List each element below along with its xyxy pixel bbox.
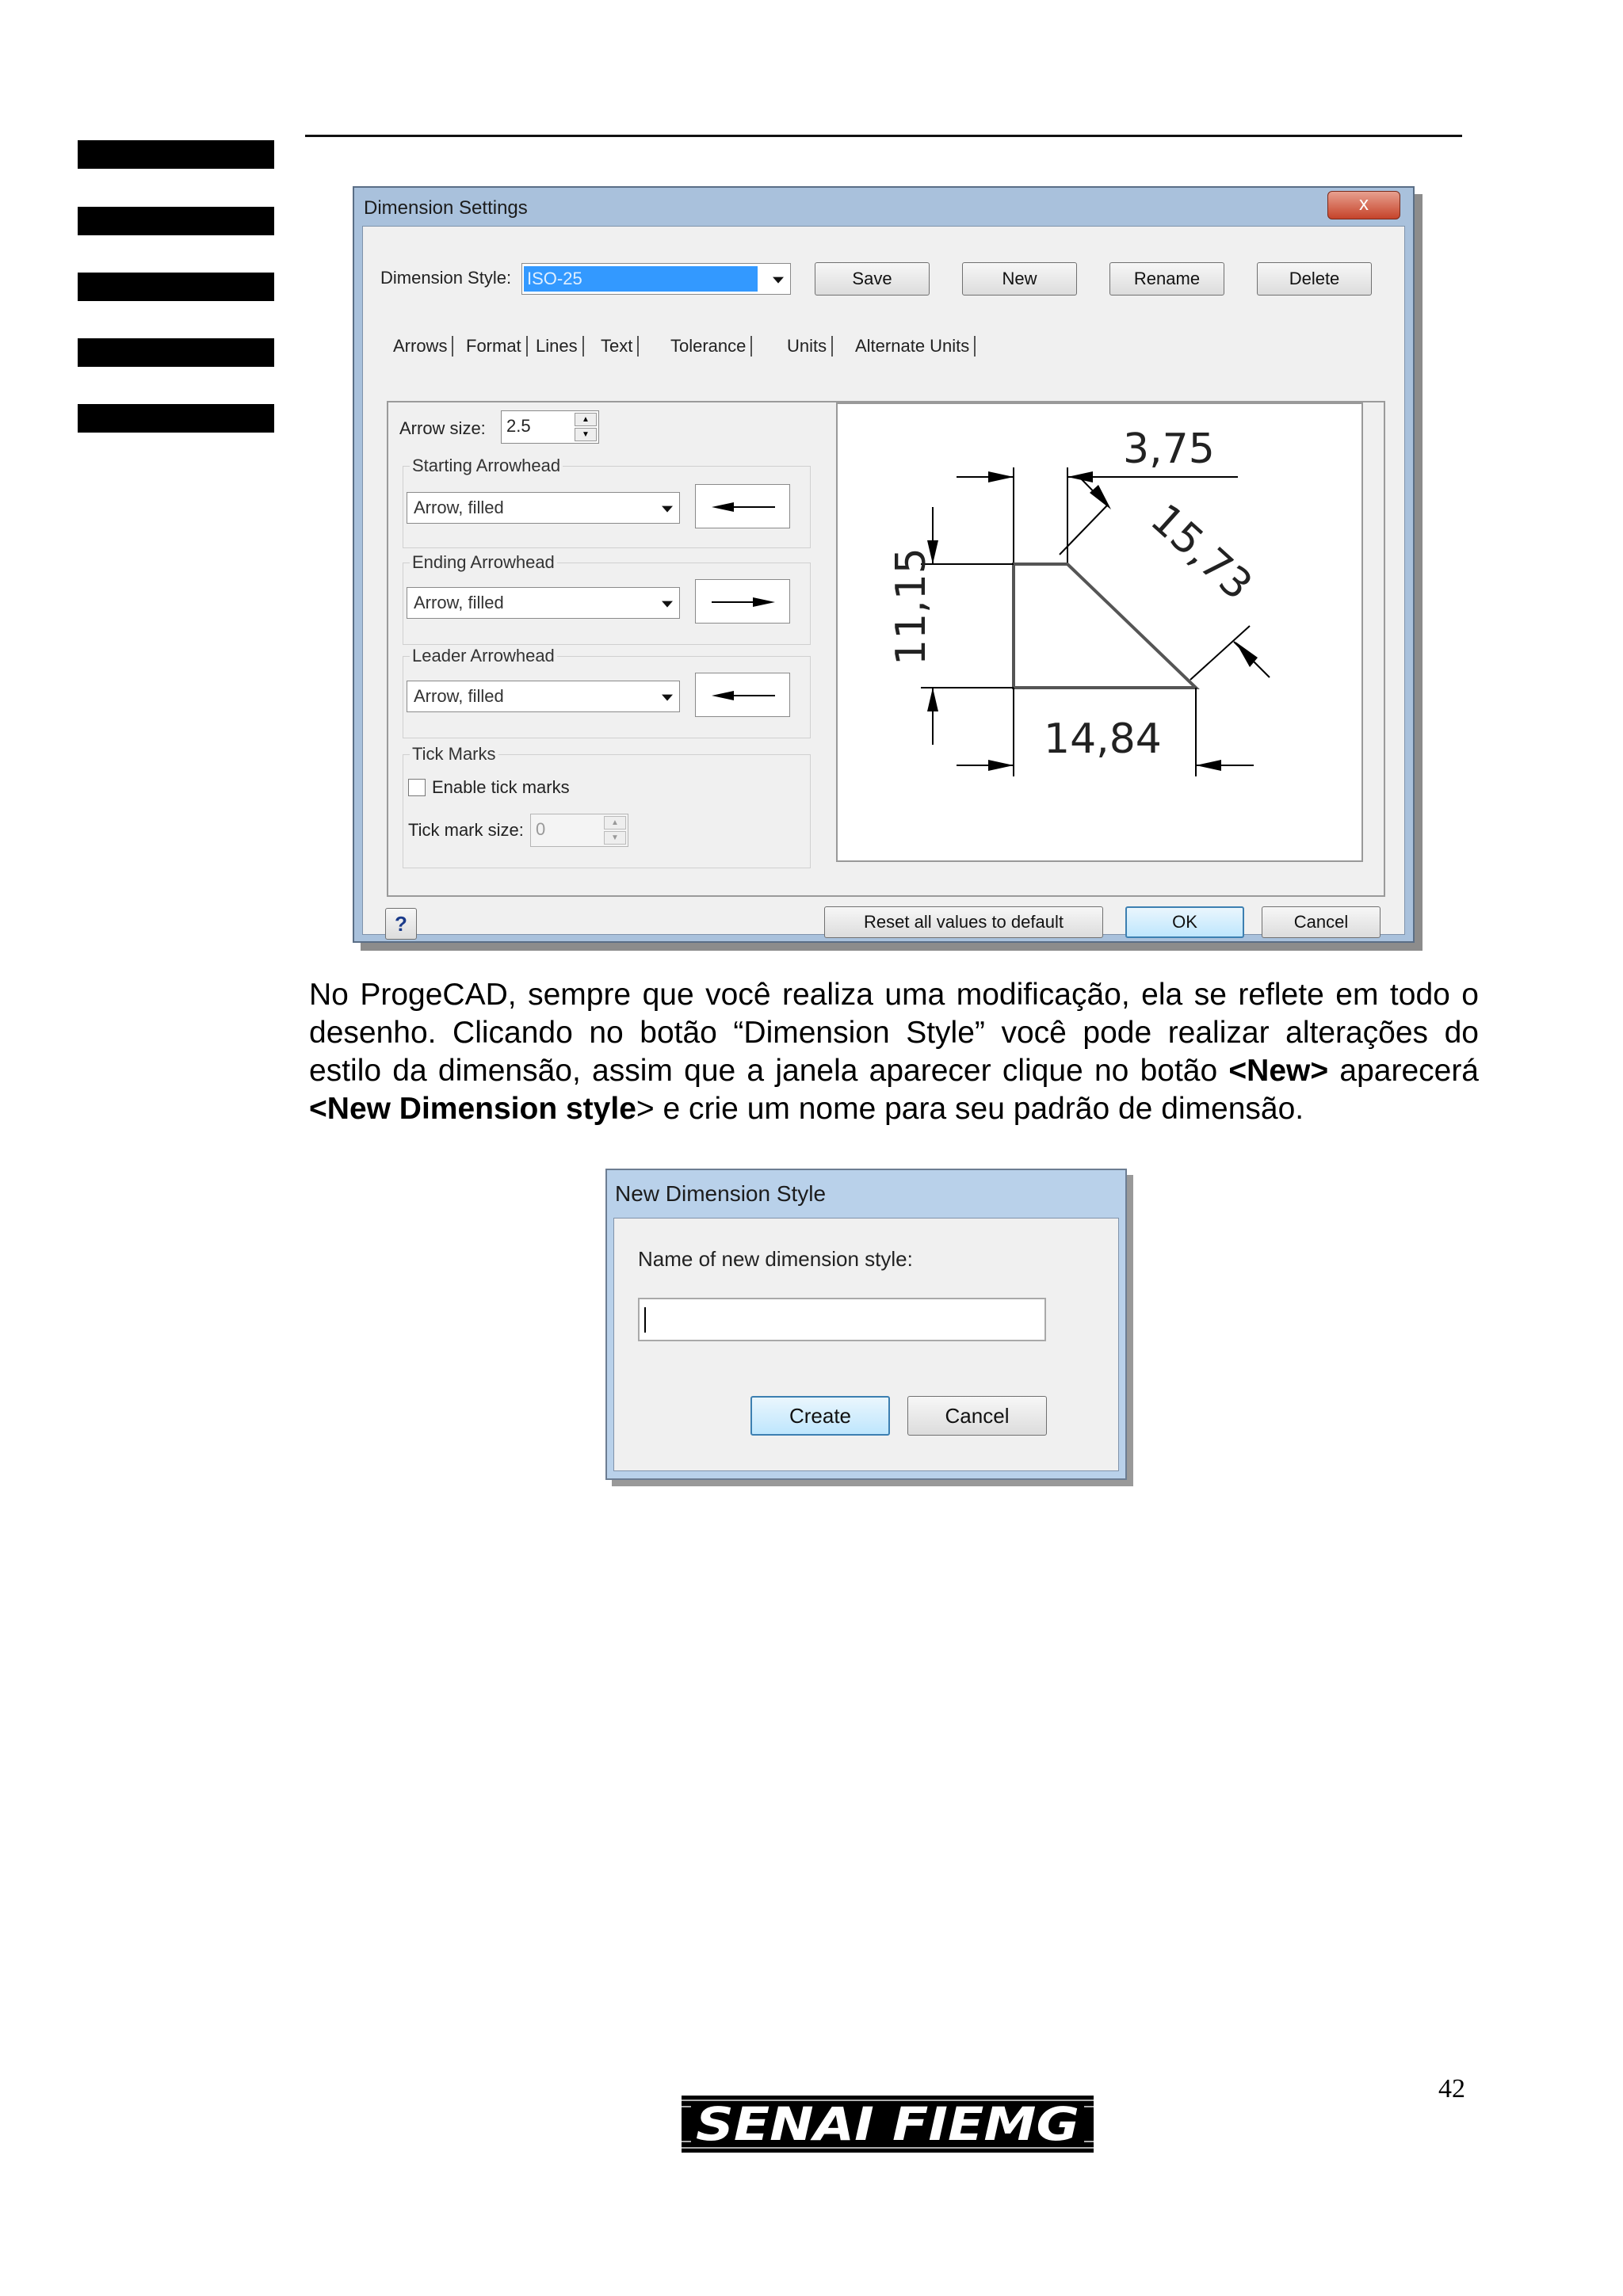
dimension-style-label: Dimension Style:: [380, 268, 512, 288]
dialog-body: [362, 226, 1405, 935]
tick-mark-size-value: 0: [536, 819, 546, 839]
tab-strip: [393, 336, 1186, 364]
tick-mark-size-label: Tick mark size:: [408, 820, 524, 840]
tab-arrows[interactable]: Arrows: [393, 336, 453, 357]
rename-button[interactable]: Rename: [1109, 262, 1224, 296]
spin-down-icon[interactable]: ▼: [575, 428, 597, 441]
name-input[interactable]: [638, 1298, 1046, 1341]
preview-shape: [1014, 564, 1196, 688]
paragraph-text-3: > e crie um nome para seu padrão de dimensão.: [636, 1092, 1304, 1126]
starting-arrowhead-title: Starting Arrowhead: [410, 456, 563, 476]
tab-format[interactable]: Format: [466, 336, 528, 357]
ending-arrowhead-preview: [695, 579, 790, 624]
header-rule: [305, 135, 1462, 137]
leader-arrowhead-preview: [695, 673, 790, 717]
chevron-down-icon: [662, 695, 673, 701]
decor-bar-1: [78, 140, 274, 169]
ending-arrowhead-value: Arrow, filled: [414, 593, 504, 612]
cancel-button[interactable]: Cancel: [907, 1396, 1047, 1436]
dialog-body: [613, 1218, 1119, 1471]
dim-diagonal-label: 15,73: [1141, 495, 1262, 610]
starting-arrowhead-value: Arrow, filled: [414, 498, 504, 517]
arrows-tab-panel: [387, 401, 1385, 897]
tick-marks-group: [403, 744, 811, 868]
arrow-size-value: 2.5: [506, 416, 531, 436]
name-label: Name of new dimension style:: [638, 1247, 913, 1271]
chevron-down-icon: [773, 277, 784, 284]
leader-arrowhead-value: Arrow, filled: [414, 686, 504, 706]
tab-units[interactable]: Units: [787, 336, 833, 357]
tick-marks-title: Tick Marks: [410, 744, 498, 765]
tab-tolerance[interactable]: Tolerance: [670, 336, 752, 357]
dim-top-label: 3,75: [1123, 425, 1215, 473]
close-button[interactable]: x: [1327, 191, 1400, 219]
tab-text[interactable]: Text: [601, 336, 639, 357]
paragraph-bold-new: <New>: [1228, 1054, 1329, 1088]
dimension-settings-dialog: [353, 186, 1415, 943]
arrow-left-icon: [696, 485, 791, 529]
decor-bar-3: [78, 273, 274, 301]
delete-button[interactable]: Delete: [1257, 262, 1372, 296]
body-paragraph: [309, 976, 1479, 1128]
leader-arrowhead-select[interactable]: [407, 681, 680, 712]
ending-arrowhead-group: [403, 552, 811, 645]
dimension-preview: [836, 402, 1363, 862]
dimension-style-value: ISO-25: [524, 266, 758, 292]
leader-arrowhead-group: [403, 646, 811, 738]
starting-arrowhead-preview: [695, 484, 790, 528]
arrow-right-icon: [696, 580, 791, 624]
chevron-down-icon: [662, 601, 673, 608]
cancel-button[interactable]: Cancel: [1262, 906, 1381, 938]
chevron-down-icon: [662, 506, 673, 513]
starting-arrowhead-group: [403, 456, 811, 548]
decor-bar-4: [78, 338, 274, 367]
dialog-title: Dimension Settings: [364, 197, 528, 219]
dimension-style-select[interactable]: [521, 263, 791, 295]
reset-defaults-button[interactable]: Reset all values to default: [824, 906, 1103, 938]
save-button[interactable]: Save: [815, 262, 930, 296]
leader-arrowhead-title: Leader Arrowhead: [410, 646, 557, 666]
paragraph-text-1: No ProgeCAD, sempre que você realiza uma modificação, ela se reflete em todo o desenho. Clicando no botão “Dimension Style” você pode realizar alterações do estilo da dimensão, assim que a janela aparecer clique no botão: [309, 978, 1479, 1088]
tick-mark-size-stepper[interactable]: [530, 814, 628, 847]
senai-fiemg-logo: [682, 2096, 1094, 2153]
tab-alternate-units[interactable]: Alternate Units: [855, 336, 976, 357]
logo-graphic: [682, 2096, 1094, 2153]
text-cursor: [644, 1307, 646, 1333]
help-button[interactable]: ?: [385, 908, 417, 940]
page-number: 42: [1438, 2074, 1465, 2103]
arrow-left-icon: [696, 673, 791, 718]
new-button[interactable]: New: [962, 262, 1077, 296]
decor-bar-2: [78, 207, 274, 235]
paragraph-bold-new-dimension-style: <New Dimension style: [309, 1092, 636, 1126]
spin-down-icon[interactable]: ▼: [604, 831, 626, 845]
enable-tick-marks-checkbox[interactable]: [408, 779, 426, 796]
paragraph-text-2: aparecerá: [1328, 1054, 1480, 1088]
dialog-title: New Dimension Style: [615, 1181, 827, 1206]
dim-bottom-label: 14,84: [1044, 715, 1162, 763]
dimension-preview-drawing: [838, 404, 1361, 860]
ok-button[interactable]: OK: [1125, 906, 1244, 938]
arrow-size-stepper[interactable]: [501, 410, 599, 444]
new-dimension-style-dialog: [605, 1169, 1127, 1480]
spin-up-icon[interactable]: ▲: [575, 413, 597, 426]
starting-arrowhead-select[interactable]: [407, 492, 680, 524]
tab-lines[interactable]: Lines: [536, 336, 584, 357]
dim-vertical-label: 11,15: [888, 547, 935, 666]
ending-arrowhead-title: Ending Arrowhead: [410, 552, 557, 573]
ending-arrowhead-select[interactable]: [407, 587, 680, 619]
decor-bar-5: [78, 404, 274, 433]
logo-text: SENAI FIEMG: [696, 2097, 1079, 2151]
create-button[interactable]: Create: [750, 1396, 890, 1436]
arrow-size-label: Arrow size:: [399, 418, 486, 438]
spin-up-icon[interactable]: ▲: [604, 816, 626, 830]
enable-tick-marks-label: Enable tick marks: [432, 777, 570, 797]
